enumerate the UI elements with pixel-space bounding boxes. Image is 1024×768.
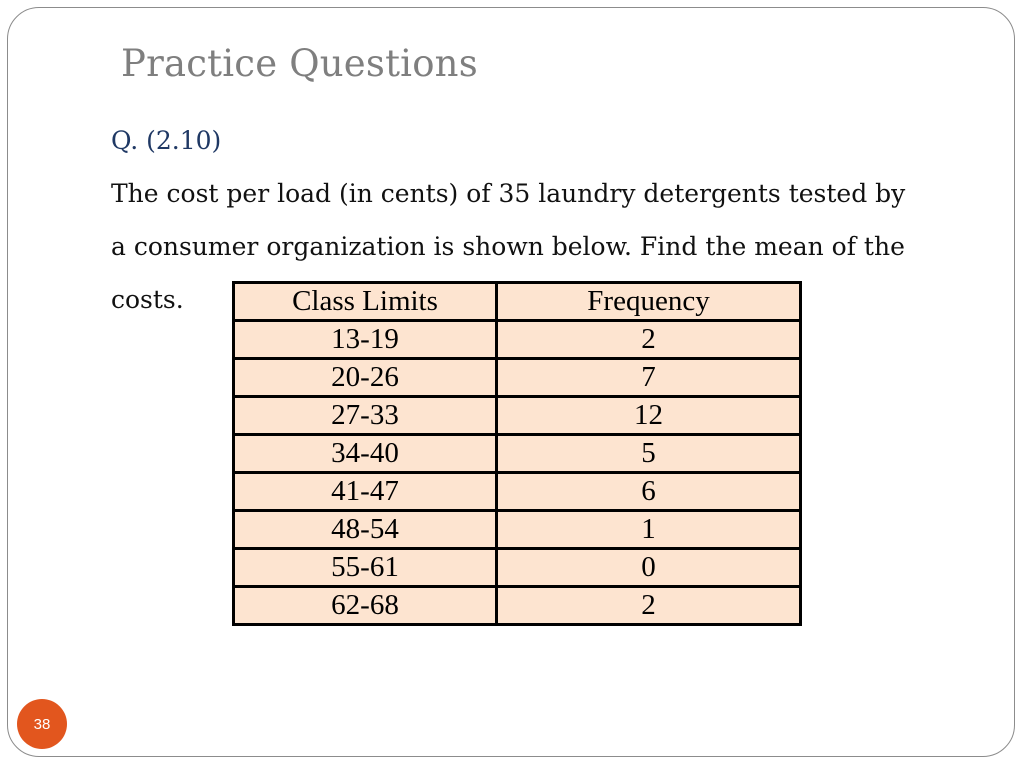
frequency-cell: 1 [497, 511, 801, 549]
class-limits-cell: 41-47 [234, 473, 497, 511]
header-class-limits: Class Limits [234, 283, 497, 321]
header-frequency: Frequency [497, 283, 801, 321]
frequency-cell: 6 [497, 473, 801, 511]
table-header-row [234, 283, 801, 321]
frequency-cell: 0 [497, 549, 801, 587]
question-label: Q. (2.10) [111, 126, 222, 155]
frequency-cell: 7 [497, 359, 801, 397]
table-row [234, 435, 801, 473]
class-limits-cell: 20-26 [234, 359, 497, 397]
class-limits-cell: 62-68 [234, 587, 497, 625]
class-limits-cell: 27-33 [234, 397, 497, 435]
question-text-line-1: The cost per load (in cents) of 35 laundry detergents tested by [111, 179, 906, 208]
class-limits-cell: 55-61 [234, 549, 497, 587]
table-row [234, 397, 801, 435]
page-number-badge: 38 [17, 699, 67, 749]
class-limits-cell: 48-54 [234, 511, 497, 549]
table-row [234, 359, 801, 397]
slide-title: Practice Questions [121, 42, 478, 85]
frequency-cell: 2 [497, 587, 801, 625]
question-text-line-2: a consumer organization is shown below. Find the mean of the [111, 232, 905, 261]
question-text-line-3: costs. [111, 285, 184, 314]
table-row [234, 473, 801, 511]
table-row [234, 511, 801, 549]
frequency-table [232, 281, 802, 626]
frequency-cell: 2 [497, 321, 801, 359]
table-row [234, 549, 801, 587]
frequency-cell: 12 [497, 397, 801, 435]
class-limits-cell: 34-40 [234, 435, 497, 473]
table-row [234, 321, 801, 359]
frequency-cell: 5 [497, 435, 801, 473]
class-limits-cell: 13-19 [234, 321, 497, 359]
table-row [234, 587, 801, 625]
